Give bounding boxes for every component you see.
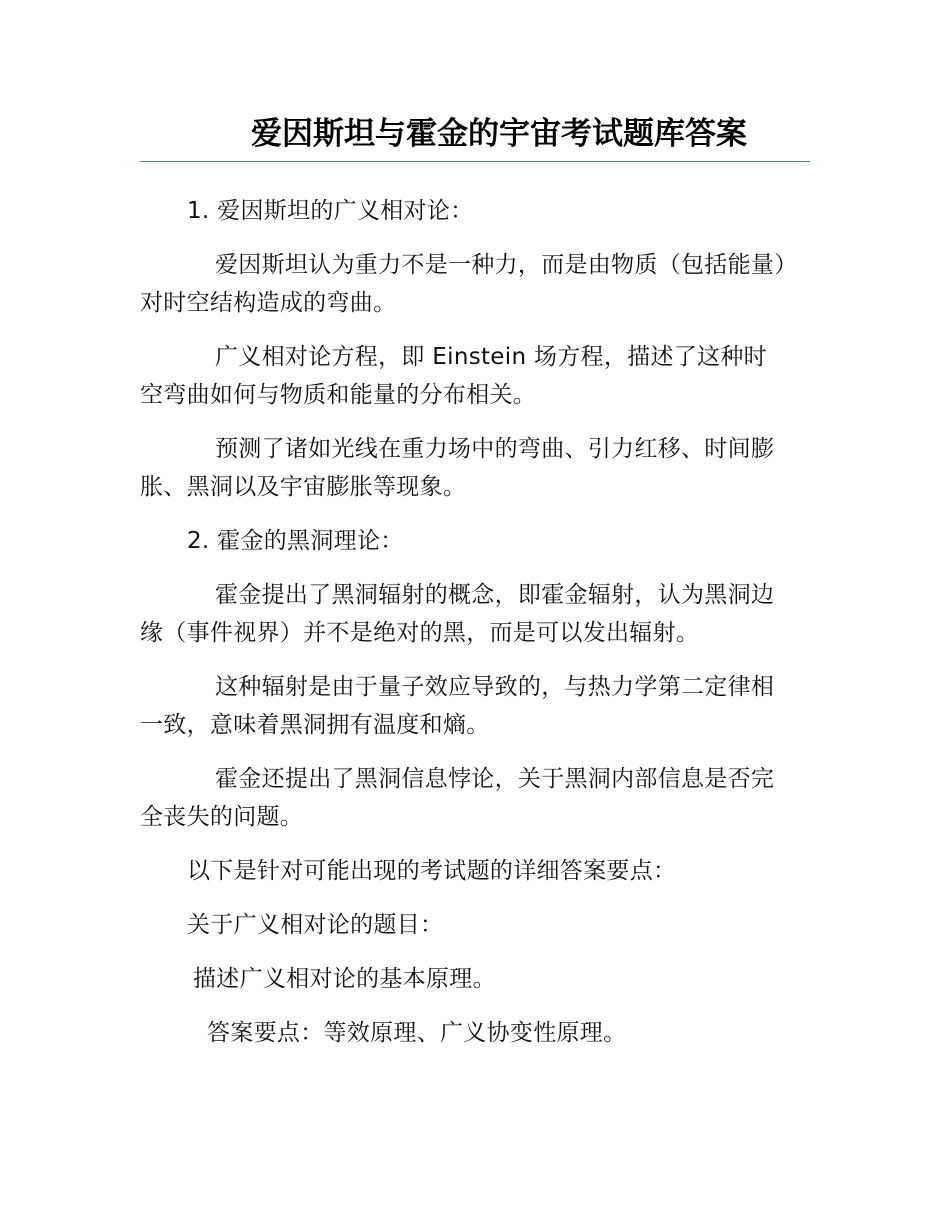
qa-heading: 关于广义相对论的题目： [187, 912, 444, 938]
paragraph: 霍金还提出了黑洞信息悖论，关于黑洞内部信息是否完全丧失的问题。 [140, 766, 775, 830]
exam-question: 描述广义相对论的基本原理。 [193, 966, 496, 992]
exam-answer: 答案要点：等效原理、广义协变性原理。 [207, 1020, 627, 1046]
document-body [140, 192, 790, 1068]
paragraph: 爱因斯坦认为重力不是一种力，而是由物质（包括能量）对时空结构造成的弯曲。 [140, 252, 786, 316]
title-underline [140, 161, 810, 162]
paragraph: 霍金提出了黑洞辐射的概念，即霍金辐射，认为黑洞边缘（事件视界）并不是绝对的黑，而是可以发出辐射。 [140, 582, 775, 646]
section-heading-general-relativity: 1. 爱因斯坦的广义相对论： [187, 198, 474, 224]
section-heading-black-hole-theory: 2. 霍金的黑洞理论： [187, 528, 404, 554]
paragraph: 广义相对论方程，即 Einstein 场方程，描述了这种时空弯曲如何与物质和能量的分布相关。 [140, 344, 767, 408]
paragraph: 这种辐射是由于量子效应导致的，与热力学第二定律相一致，意味着黑洞拥有温度和熵。 [140, 674, 775, 738]
intro-line: 以下是针对可能出现的考试题的详细答案要点： [187, 858, 677, 884]
paragraph: 预测了诸如光线在重力场中的弯曲、引力红移、时间膨胀、黑洞以及宇宙膨胀等现象。 [140, 436, 775, 500]
document-title: 爱因斯坦与霍金的宇宙考试题库答案 [251, 116, 747, 152]
